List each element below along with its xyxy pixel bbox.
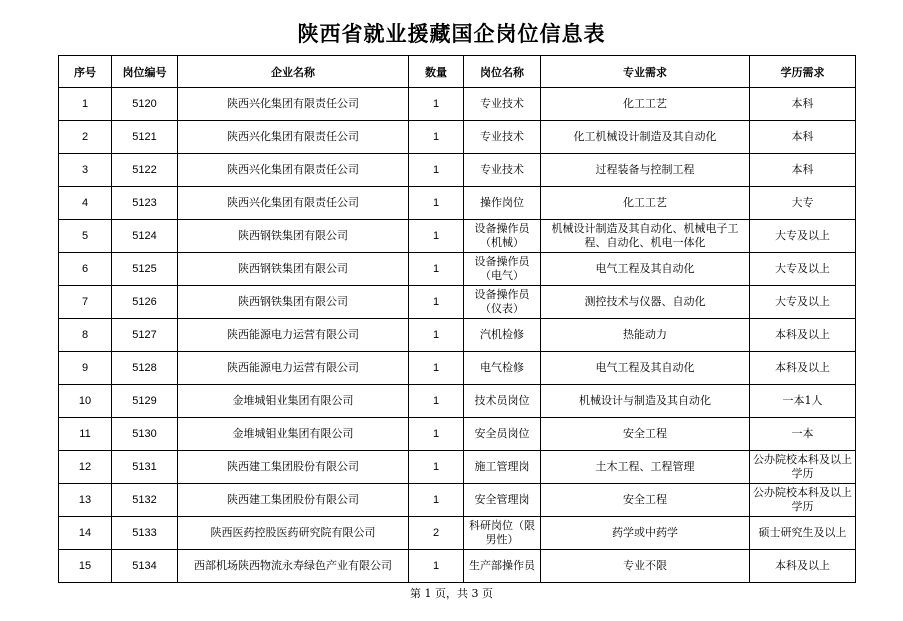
table-row [59,550,856,583]
cell-job-title: 设备操作员（仪表） [464,286,541,319]
cell-job-code: 5121 [112,121,178,154]
cell-seq: 2 [59,121,112,154]
cell-company-name: 金堆城钼业集团有限公司 [178,385,409,418]
cell-quantity: 1 [409,484,464,517]
cell-company-name: 陕西钢铁集团有限公司 [178,286,409,319]
cell-major-requirement: 安全工程 [541,418,750,451]
cell-job-title: 生产部操作员 [464,550,541,583]
page-title: 陕西省就业援藏国企岗位信息表 [297,21,606,46]
cell-quantity: 1 [409,88,464,121]
cell-education-requirement: 本科及以上 [750,319,856,352]
cell-job-title: 科研岗位（限男性） [464,517,541,550]
table-row [59,187,856,220]
cell-quantity: 1 [409,319,464,352]
cell-company-name: 陕西兴化集团有限责任公司 [178,154,409,187]
cell-seq: 10 [59,385,112,418]
table-row [59,88,856,121]
cell-quantity: 1 [409,418,464,451]
cell-job-code: 5130 [112,418,178,451]
table-row [59,451,856,484]
cell-job-code: 5122 [112,154,178,187]
header-job-title: 岗位名称 [464,56,541,88]
table-row [59,385,856,418]
job-info-table [58,55,856,583]
cell-major-requirement: 药学或中药学 [541,517,750,550]
cell-education-requirement: 一本1人 [750,385,856,418]
cell-job-code: 5128 [112,352,178,385]
cell-job-title: 电气检修 [464,352,541,385]
cell-company-name: 陕西兴化集团有限责任公司 [178,88,409,121]
cell-major-requirement: 过程装备与控制工程 [541,154,750,187]
cell-seq: 7 [59,286,112,319]
table-row [59,154,856,187]
cell-company-name: 陕西钢铁集团有限公司 [178,253,409,286]
cell-education-requirement: 大专及以上 [750,253,856,286]
cell-seq: 5 [59,220,112,253]
cell-seq: 6 [59,253,112,286]
cell-quantity: 1 [409,352,464,385]
cell-job-title: 施工管理岗 [464,451,541,484]
header-quantity: 数量 [409,56,464,88]
cell-job-title: 专业技术 [464,88,541,121]
cell-quantity: 1 [409,220,464,253]
cell-education-requirement: 公办院校本科及以上学历 [750,451,856,484]
cell-job-code: 5126 [112,286,178,319]
cell-company-name: 陕西能源电力运营有限公司 [178,319,409,352]
cell-major-requirement: 热能动力 [541,319,750,352]
cell-quantity: 1 [409,121,464,154]
table-row [59,253,856,286]
cell-job-code: 5132 [112,484,178,517]
cell-seq: 12 [59,451,112,484]
cell-major-requirement: 电气工程及其自动化 [541,253,750,286]
cell-major-requirement: 土木工程、工程管理 [541,451,750,484]
cell-education-requirement: 本科及以上 [750,352,856,385]
cell-seq: 8 [59,319,112,352]
header-job-code: 岗位编号 [112,56,178,88]
cell-job-code: 5131 [112,451,178,484]
cell-job-title: 汽机检修 [464,319,541,352]
cell-quantity: 1 [409,253,464,286]
cell-quantity: 1 [409,550,464,583]
cell-seq: 3 [59,154,112,187]
table-row [59,121,856,154]
cell-seq: 13 [59,484,112,517]
table-row [59,220,856,253]
cell-education-requirement: 本科及以上 [750,550,856,583]
cell-seq: 4 [59,187,112,220]
cell-major-requirement: 机械设计与制造及其自动化 [541,385,750,418]
cell-company-name: 陕西能源电力运营有限公司 [178,352,409,385]
cell-seq: 11 [59,418,112,451]
table-row [59,484,856,517]
cell-job-title: 操作岗位 [464,187,541,220]
cell-job-code: 5134 [112,550,178,583]
cell-major-requirement: 专业不限 [541,550,750,583]
cell-quantity: 1 [409,451,464,484]
cell-job-title: 设备操作员（机械） [464,220,541,253]
header-seq: 序号 [59,56,112,88]
table-row [59,319,856,352]
cell-quantity: 1 [409,385,464,418]
cell-quantity: 1 [409,154,464,187]
cell-seq: 14 [59,517,112,550]
table-header-row [59,56,856,88]
cell-job-code: 5124 [112,220,178,253]
cell-company-name: 陕西建工集团股份有限公司 [178,484,409,517]
cell-company-name: 陕西兴化集团有限责任公司 [178,121,409,154]
header-company-name: 企业名称 [178,56,409,88]
cell-quantity: 1 [409,286,464,319]
cell-education-requirement: 一本 [750,418,856,451]
cell-major-requirement: 测控技术与仪器、自动化 [541,286,750,319]
cell-job-title: 安全管理岗 [464,484,541,517]
cell-company-name: 西部机场陕西物流永寿绿色产业有限公司 [178,550,409,583]
cell-job-title: 设备操作员（电气） [464,253,541,286]
cell-major-requirement: 化工机械设计制造及其自动化 [541,121,750,154]
cell-job-title: 技术员岗位 [464,385,541,418]
table-row [59,286,856,319]
cell-education-requirement: 本科 [750,154,856,187]
page-footer: 第 1 页，共 3 页 [410,587,493,600]
cell-education-requirement: 本科 [750,88,856,121]
cell-seq: 1 [59,88,112,121]
cell-company-name: 金堆城钼业集团有限公司 [178,418,409,451]
cell-education-requirement: 大专及以上 [750,286,856,319]
cell-education-requirement: 硕士研究生及以上 [750,517,856,550]
cell-job-code: 5133 [112,517,178,550]
cell-seq: 9 [59,352,112,385]
cell-education-requirement: 大专及以上 [750,220,856,253]
cell-company-name: 陕西医药控股医药研究院有限公司 [178,517,409,550]
cell-major-requirement: 机械设计制造及其自动化、机械电子工程、自动化、机电一体化 [541,220,750,253]
cell-job-code: 5125 [112,253,178,286]
cell-job-title: 专业技术 [464,121,541,154]
cell-company-name: 陕西兴化集团有限责任公司 [178,187,409,220]
cell-job-code: 5120 [112,88,178,121]
table-row [59,517,856,550]
cell-quantity: 1 [409,187,464,220]
cell-job-title: 专业技术 [464,154,541,187]
cell-job-code: 5127 [112,319,178,352]
cell-quantity: 2 [409,517,464,550]
table-row [59,418,856,451]
header-education-requirement: 学历需求 [750,56,856,88]
cell-job-code: 5129 [112,385,178,418]
cell-seq: 15 [59,550,112,583]
cell-major-requirement: 化工工艺 [541,187,750,220]
table-row [59,352,856,385]
cell-education-requirement: 本科 [750,121,856,154]
cell-company-name: 陕西钢铁集团有限公司 [178,220,409,253]
cell-job-title: 安全员岗位 [464,418,541,451]
cell-major-requirement: 电气工程及其自动化 [541,352,750,385]
cell-education-requirement: 大专 [750,187,856,220]
cell-major-requirement: 化工工艺 [541,88,750,121]
cell-education-requirement: 公办院校本科及以上学历 [750,484,856,517]
header-major-requirement: 专业需求 [541,56,750,88]
cell-major-requirement: 安全工程 [541,484,750,517]
cell-job-code: 5123 [112,187,178,220]
cell-company-name: 陕西建工集团股份有限公司 [178,451,409,484]
